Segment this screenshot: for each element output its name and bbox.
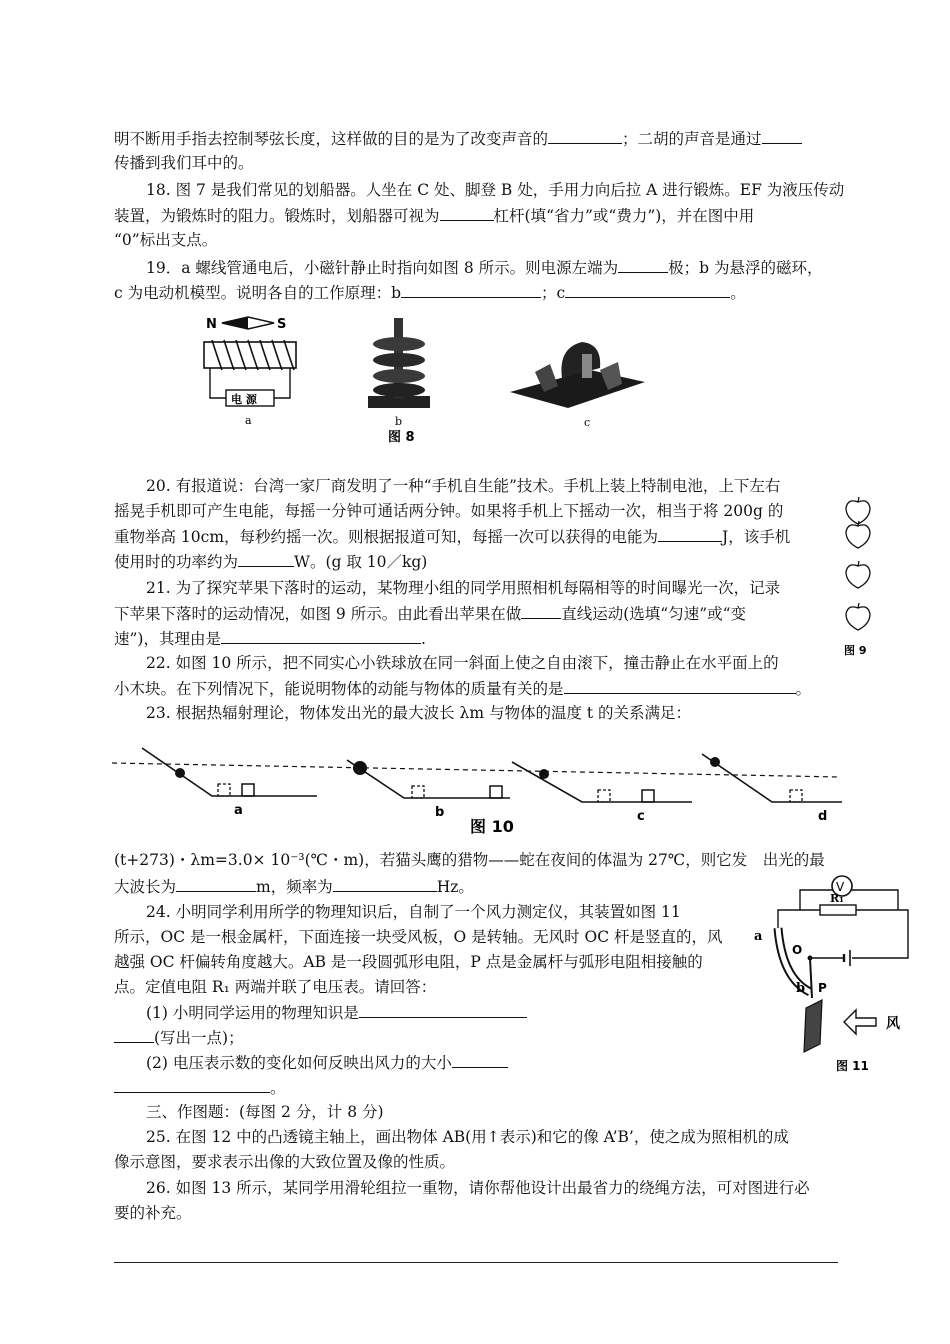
q24-text: 。: [270, 1079, 286, 1097]
circuit-wire: [852, 910, 908, 958]
q19-text: c 为电动机模型。说明各自的工作原理：b: [114, 284, 402, 302]
fig10-label-a: a: [234, 803, 243, 818]
wind-arrow-icon: [844, 1010, 876, 1034]
motor-base: [510, 370, 645, 408]
fig11-caption: 图 11: [836, 1059, 869, 1073]
fig10-setup-a: [142, 748, 317, 818]
q23-line2: (t+273)・λm=3.0× 10⁻³(℃・m)，若猫头鹰的猎物——蛇在夜间的体温为 27℃，则它发 出光的最: [114, 851, 825, 869]
q17-text: ；二胡的声音是通过: [622, 130, 762, 148]
q25-line2: 像示意图，要求表示出像的大致位置及像的性质。: [114, 1153, 456, 1171]
power-source-label: 电 源: [231, 393, 257, 406]
q20-line4: [114, 551, 427, 572]
q19-text: 。: [730, 284, 746, 302]
fig10-setup-d: [702, 754, 842, 824]
answer-blank[interactable]: [333, 876, 437, 892]
q17-text: 明不断用手指去控制琴弦长度，这样做的目的是为了改变声音的: [114, 130, 549, 148]
q25-line1: 25. 在图 12 中的凸透镜主轴上，画出物体 AB(用↑表示)和它的像 A’B’，使之成为照相机的成: [146, 1128, 789, 1146]
q18-text: 装置，为锻炼时的阻力。锻炼时，划船器可视为: [114, 207, 440, 225]
q19-text: ；c: [541, 284, 566, 302]
fig8-b-label: b: [395, 415, 403, 428]
q24-line3: 越强 OC 杆偏转角度越大。AB 是一段圆弧形电阻，P 点是金属杆与弧形电阻相接触的: [114, 953, 703, 971]
q20-line1: 20. 有报道说：台湾一家厂商发明了一种“手机自生能”技术。手机上装上特制电池，上下左右: [146, 477, 781, 495]
fig10-label-b: b: [435, 805, 445, 820]
q20-text: 重物举高 10cm，每秒约摇一次。则根据报道可知，每摇一次可以获得的电能为: [114, 528, 659, 546]
q24-text: (2) 电压表示数的变化如何反映出风力的大小: [146, 1054, 452, 1072]
q24-text: (1) 小明同学运用的物理知识是: [146, 1004, 359, 1022]
iron-ball: [353, 761, 367, 775]
wood-block: [642, 790, 654, 802]
q24-line1: 24. 小明同学利用所学的物理知识后，自制了一个风力测定仪，其装置如图 11: [146, 903, 681, 921]
q26-line1: 26. 如图 13 所示，某同学用滑轮组拉一重物，请你帮他设计出最省力的绕绳方法，可对图进行必: [146, 1179, 810, 1197]
answer-blank[interactable]: [440, 205, 494, 221]
q24-sub1: [146, 1002, 527, 1023]
answer-blank[interactable]: [618, 257, 668, 273]
q24-sub1-cont: [114, 1027, 244, 1048]
answer-blank[interactable]: [238, 551, 294, 567]
q19-line2: [114, 282, 746, 303]
answer-blank[interactable]: [452, 1052, 508, 1068]
wind-label: 风: [886, 1016, 900, 1032]
answer-blank[interactable]: [762, 128, 802, 144]
fig8-s-label: S: [277, 317, 287, 332]
q18-line3: “0”标出支点。: [114, 231, 218, 249]
wire-right: [274, 368, 290, 398]
answer-blank[interactable]: [221, 628, 421, 644]
pivot-o-label: O: [792, 943, 803, 957]
wire-left: [210, 368, 226, 398]
figure-8: [190, 310, 650, 450]
q24-sub2: [146, 1052, 508, 1073]
answer-blank[interactable]: [521, 603, 561, 619]
q24-line2: 所示，OC 是一根金属杆，下面连接一块受风板，O 是转轴。无风时 OC 杆是竖直的，风: [114, 928, 723, 946]
q21-text: .: [420, 630, 426, 648]
iron-ball: [710, 757, 720, 767]
q17-line2: 传播到我们耳中的。: [114, 154, 254, 172]
q20-text: W。(g 取 10／kg): [294, 553, 428, 571]
floating-ring: [373, 369, 425, 383]
q21-line1: 21. 为了探究苹果下落时的运动，某物理小组的同学用照相机每隔相等的时间曝光一次，记录: [146, 579, 781, 597]
answer-blank[interactable]: [658, 526, 722, 542]
metal-rod-oc: [810, 958, 812, 998]
iron-ball: [175, 768, 185, 778]
q21-line3: [114, 628, 426, 649]
q20-text: J，该手机: [722, 528, 791, 546]
answer-blank[interactable]: [401, 282, 541, 298]
figure-9: [842, 496, 882, 661]
wood-block: [490, 786, 502, 798]
dashed-reference-line: [112, 763, 840, 777]
wood-block: [242, 784, 254, 796]
motor-coil: [582, 354, 592, 378]
q21-text: 直线运动(选填“匀速”或“变: [561, 605, 747, 623]
answer-blank[interactable]: [565, 282, 730, 298]
iron-ball: [539, 769, 549, 779]
q22-text: 。: [795, 680, 812, 698]
q19-line1: [146, 257, 822, 278]
circuit-wire: [778, 910, 820, 928]
q24-text: (写出一点)；: [154, 1029, 244, 1047]
floating-ring: [373, 383, 425, 397]
fig10-label-d: d: [818, 809, 828, 824]
answer-blank[interactable]: [114, 1027, 154, 1043]
q18-line2: [114, 205, 754, 226]
q23-text: Hz。: [436, 878, 474, 896]
q23-text: 大波长为: [114, 878, 177, 896]
q21-text: 下苹果下落时的运动情况，如图 9 所示。由此看出苹果在做: [114, 605, 522, 623]
fig8-c-label: c: [584, 416, 591, 429]
q20-text: 使用时的功率约为: [114, 553, 239, 571]
arc-end-a-label: a: [754, 929, 763, 944]
q24-sub2-cont: [114, 1077, 286, 1098]
fig8-n-label: N: [206, 317, 217, 332]
q23-line3: [114, 876, 474, 897]
q18-line1: 18. 图 7 是我们常见的划船器。人坐在 C 处、脚登 B 处，手用力向后拉 A 进行锻炼。EF 为液压传动: [146, 181, 845, 199]
wind-plate: [804, 1000, 822, 1052]
resistor-r1-label: R₁: [830, 892, 844, 905]
q22-line2: [114, 678, 811, 699]
q21-line2: [114, 603, 746, 624]
answer-blank[interactable]: [359, 1002, 527, 1018]
apple-icon: [846, 501, 870, 524]
q17-line1: [114, 128, 802, 149]
q23-line1: 23. 根据热辐射理论，物体发出光的最大波长 λm 与物体的温度 t 的关系满足：: [146, 704, 692, 722]
fig8-a-label: a: [245, 414, 252, 427]
fig10-label-c: c: [637, 809, 645, 824]
coil-windings: [212, 340, 294, 370]
figure-10: [112, 740, 842, 840]
voltmeter-label: V: [836, 880, 845, 894]
q24-line4: 点。定值电阻 R₁ 两端并联了电压表。请回答：: [114, 978, 437, 996]
q23-text: m，频率为: [256, 878, 333, 896]
q22-line1: 22. 如图 10 所示，把不同实心小铁球放在同一斜面上使之自由滚下，撞击静止在水平面上的: [146, 654, 779, 672]
q18-text: 杠杆(填“省力”或“费力”)，并在图中用: [493, 207, 755, 225]
q26-line2: 要的补充。: [114, 1204, 192, 1222]
contact-p-label: P: [818, 981, 827, 995]
answer-blank[interactable]: [176, 876, 256, 892]
needle-north-half: [222, 317, 248, 329]
answer-blank[interactable]: [114, 1077, 270, 1093]
q20-line3: [114, 526, 790, 547]
q21-text: 速”)，其理由是: [114, 630, 221, 648]
q20-line2: 摇晃手机即可产生电能，每摇一分钟可通话两分钟。如果将手机上下摇动一次，相当于将 200g 的: [114, 502, 784, 520]
apple-icon: [846, 565, 870, 588]
figure-11: [748, 868, 918, 1080]
answer-blank[interactable]: [564, 678, 796, 694]
q19-text: 极；b 为悬浮的磁环，: [668, 259, 823, 277]
floating-ring: [373, 337, 425, 351]
arc-end-b-label: b: [796, 981, 806, 996]
floating-ring: [373, 353, 425, 367]
answer-blank[interactable]: [548, 128, 622, 144]
fig9-caption: 图 9: [844, 644, 867, 657]
q22-text: 小木块。在下列情况下，能说明物体的动能与物体的质量有关的是: [114, 680, 564, 698]
fig8-caption: 图 8: [388, 430, 415, 445]
apple-icon: [846, 525, 870, 548]
q19-text: 19．a 螺线管通电后，小磁针静止时指向如图 8 所示。则电源左端为: [146, 259, 619, 277]
apple-icon: [846, 607, 870, 630]
section-3-heading: 三、作图题：(每图 2 分，计 8 分): [146, 1103, 384, 1121]
fig10-caption: 图 10: [470, 817, 514, 836]
resistor-r1: [820, 905, 856, 915]
bottom-divider: [114, 1262, 838, 1263]
